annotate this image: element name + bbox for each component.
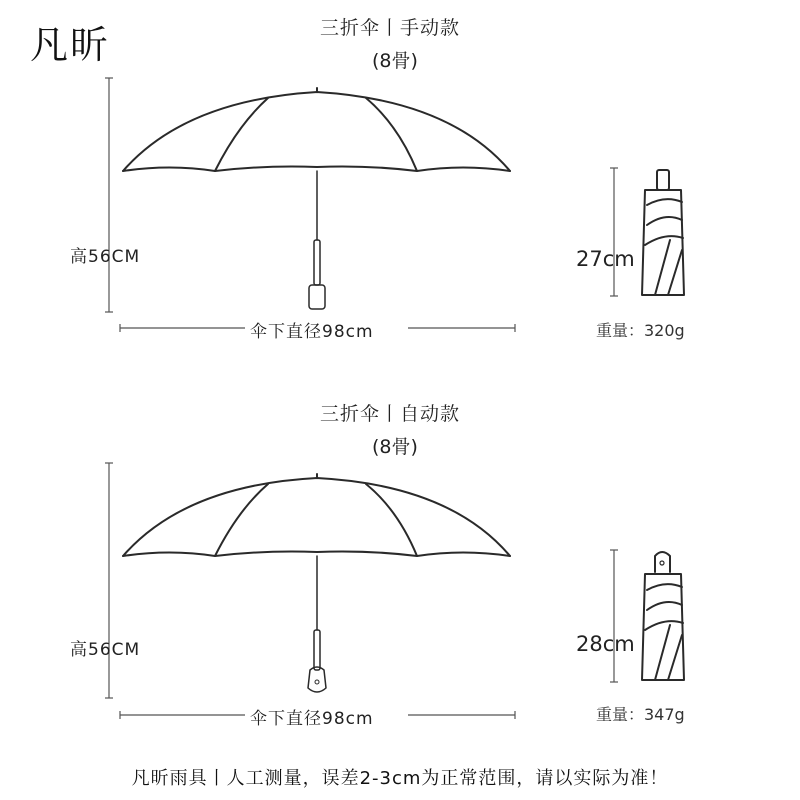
footer-disclaimer: 凡昕雨具丨人工测量，误差2-3cm为正常范围，请以实际为准！	[131, 768, 669, 789]
automatic-weight-label: 重量：347g	[596, 705, 685, 724]
manual-open-umbrella-icon	[123, 88, 510, 309]
automatic-folded-length-label: 28cm	[576, 632, 635, 656]
manual-ribs: (8骨)	[372, 50, 418, 72]
automatic-diameter-label: 伞下直径98cm	[250, 709, 374, 729]
manual-diameter-label: 伞下直径98cm	[250, 322, 374, 342]
automatic-height-label: 高56CM	[70, 640, 141, 660]
automatic-title: 三折伞丨自动款	[320, 403, 461, 425]
automatic-ribs: (8骨)	[372, 436, 418, 458]
brand-logo-text: 凡昕	[30, 23, 111, 67]
automatic-open-umbrella-icon	[123, 474, 510, 692]
manual-folded-length-label: 27cm	[576, 247, 635, 271]
manual-title: 三折伞丨手动款	[320, 17, 461, 39]
manual-folded-umbrella-icon	[642, 170, 684, 295]
automatic-folded-umbrella-icon	[642, 552, 684, 680]
manual-height-label: 高56CM	[70, 247, 141, 267]
manual-weight-label: 重量：320g	[596, 321, 685, 340]
